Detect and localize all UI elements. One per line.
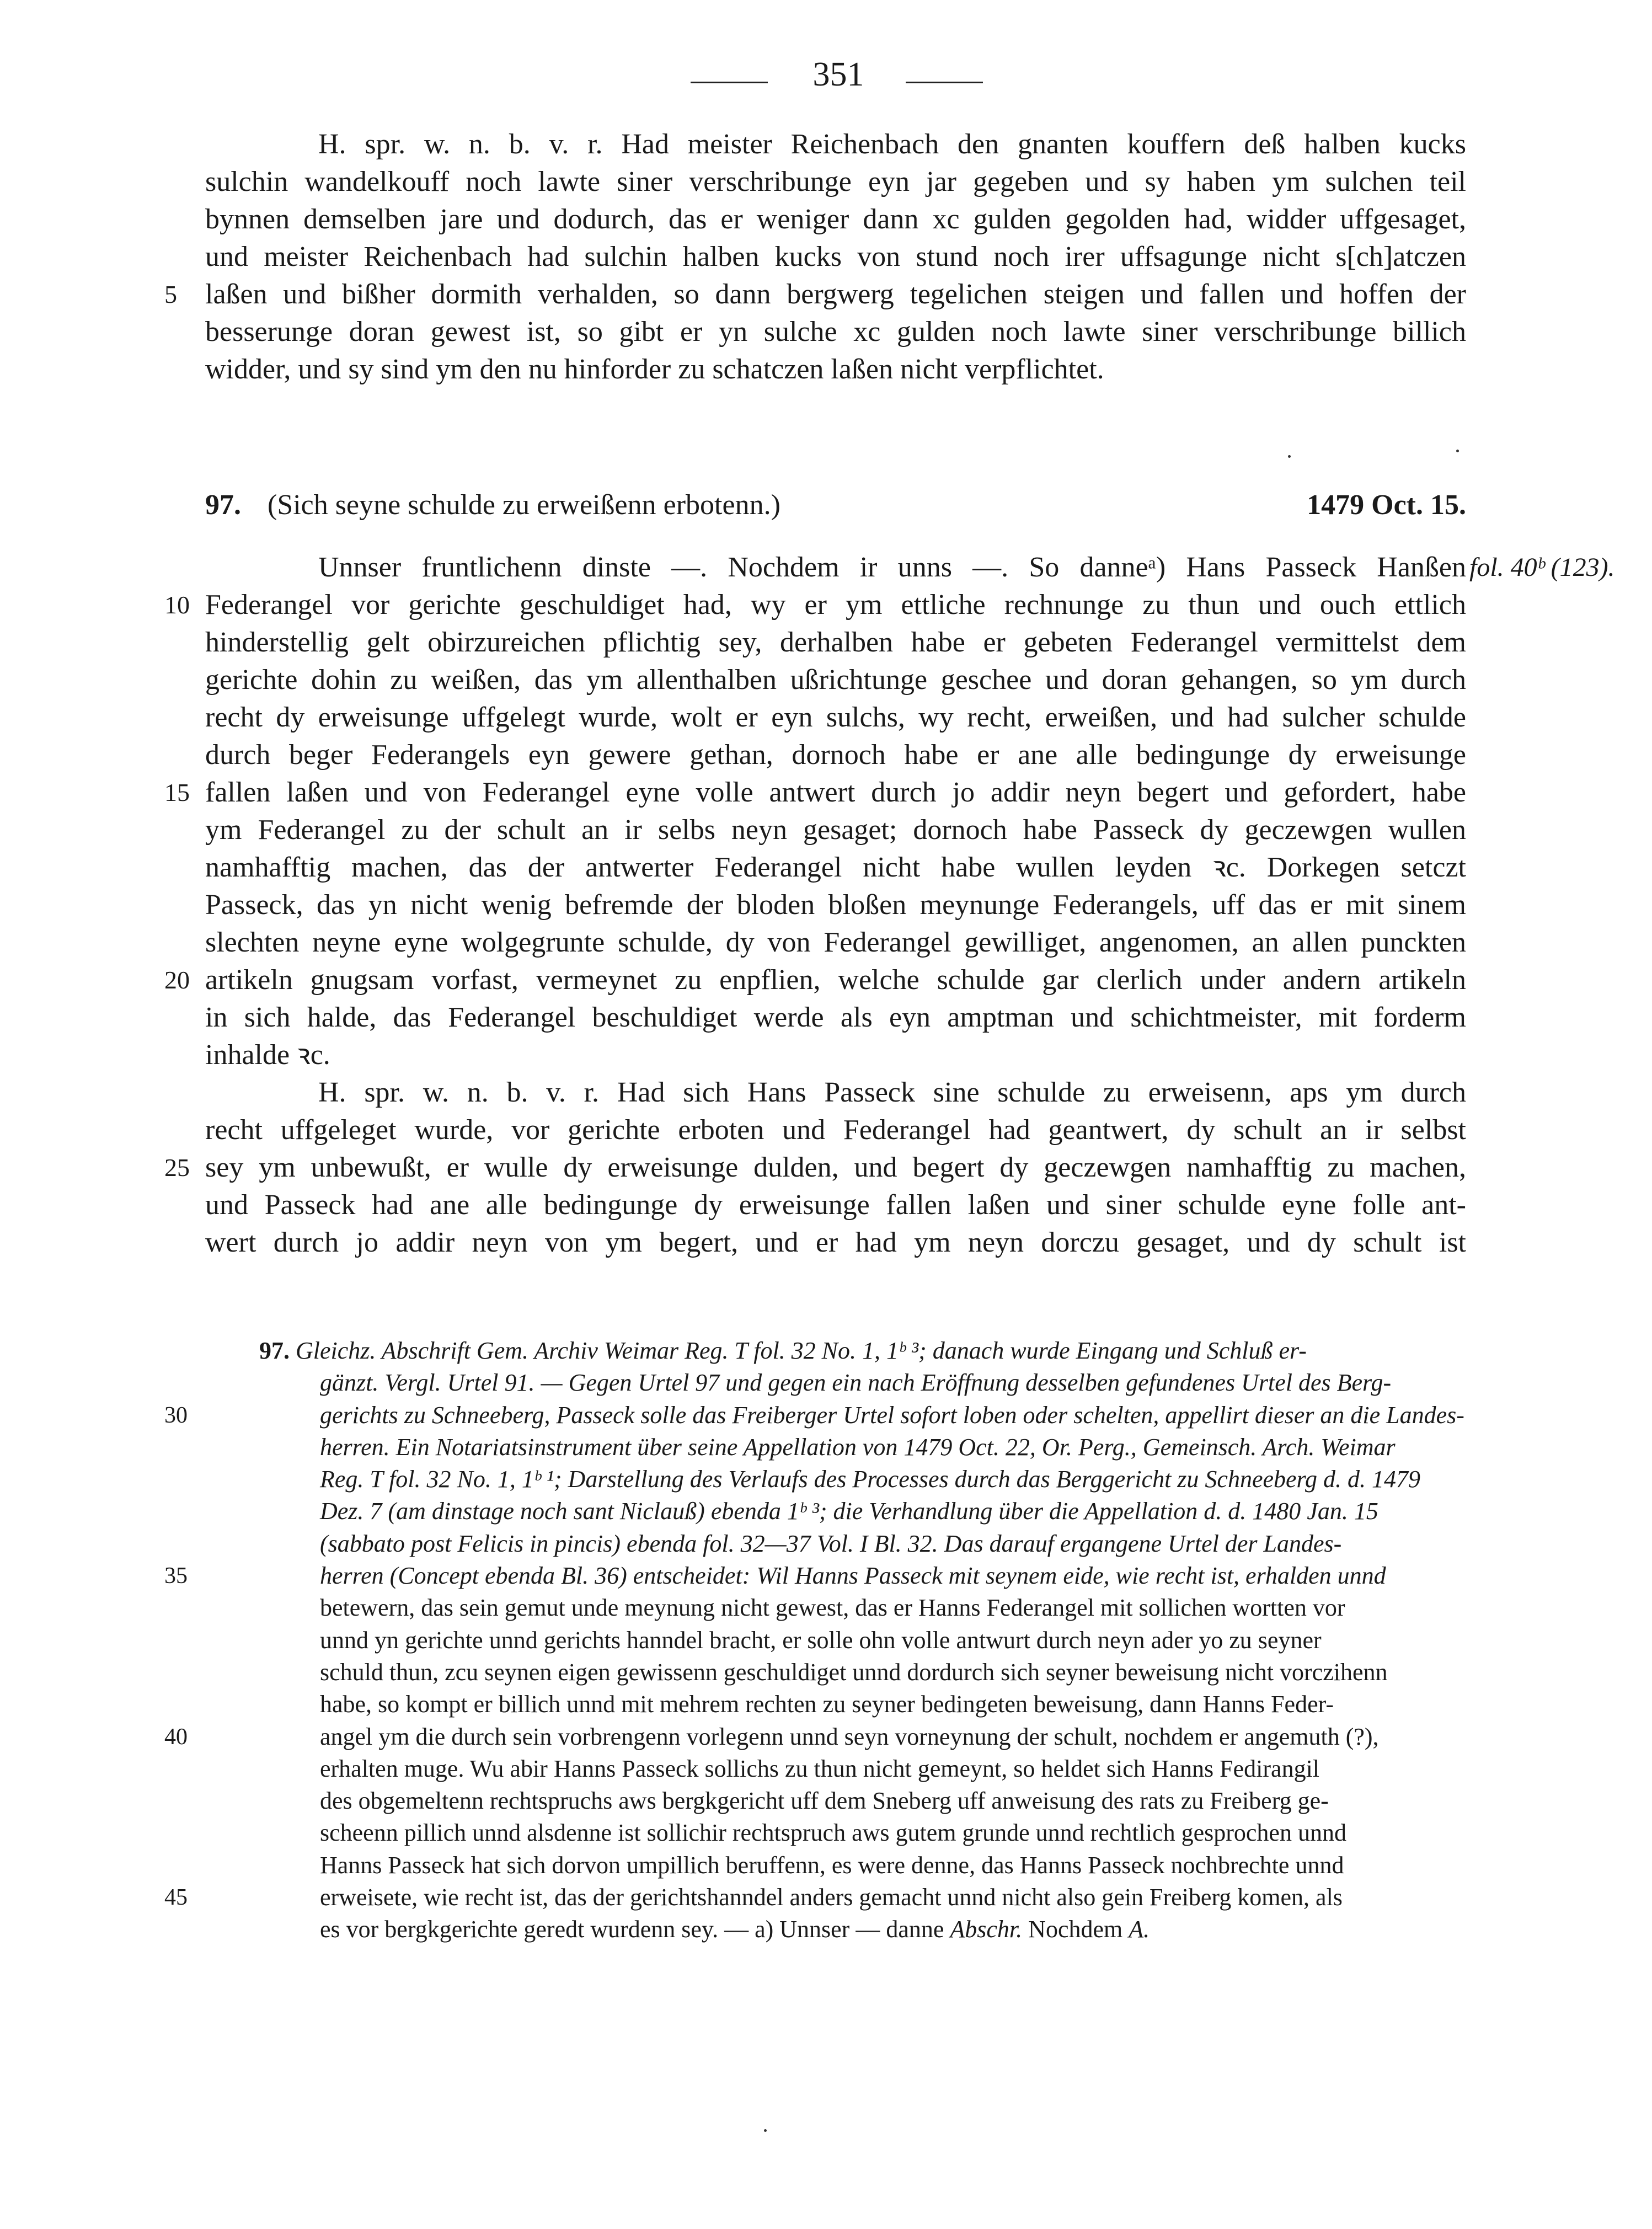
footnote-line: erhalten muge. Wu abir Hanns Passeck sollichs zu thun nicht gemeynt, so heldet sich Hanns Fedirangil	[320, 1755, 1320, 1782]
footnote-line: des obgemeltenn rechtspruchs aws bergkgericht uff dem Sneberg uff anweisung des rats zu Freiberg ge-	[320, 1787, 1329, 1815]
footnote-line: betewern, das sein gemut unde meynung nicht gewest, das er Hanns Federangel mit sollichen wortten vor	[320, 1594, 1345, 1622]
footnote-line	[259, 1335, 1466, 1367]
section-title: (Sich seyne schulde zu erweißenn erbotenn.)	[268, 489, 780, 521]
footnote-text: Nochdem	[1028, 1916, 1123, 1943]
text-line: und meister Reichenbach had sulchin halben kucks von stund noch irer uffsagunge nicht s[ch]atczen	[205, 241, 1466, 272]
footnote-line: herren (Concept ebenda Bl. 36) entscheidet: Wil Hanns Passeck mit seynem eide, wie recht ist, erhalden unnd	[320, 1562, 1386, 1590]
text-line: laßen und bißher dormith verhalden, so dann bergwerg tegelichen steigen und fallen und hoffen der	[205, 279, 1466, 310]
footnote-line: habe, so kompt er billich unnd mit mehrem rechten zu seyner bedingeten beweisung, dann Hanns Feder-	[320, 1691, 1334, 1718]
paragraph-judgment-96	[205, 126, 1466, 388]
text-line: durch beger Federangels eyn gewere gethan, dornoch habe er ane alle bedingunge dy erweisunge	[205, 739, 1466, 771]
footnote-line: Reg. T fol. 32 No. 1, 1ᵇ ¹; Darstellung des Verlaufs des Processes durch das Berggericht zu Schneeberg d. d. 1479	[320, 1466, 1421, 1493]
line-number: 10	[164, 591, 190, 619]
footnote-line: schuld thun, zcu seynen eigen gewissenn geschuldiget unnd dordurch sich seyner beweisung nicht vorczihenn	[320, 1658, 1388, 1686]
text-line: in sich halde, das Federangel beschuldiget werde als eyn amptman und schichtmeister, mit forderm	[205, 1002, 1466, 1033]
text-line: bynnen demselben jare und dodurch, das er weniger dann xc gulden gegolden had, widder uffgesaget,	[205, 204, 1466, 235]
footnote-text: es vor bergkgerichte geredt wurdenn sey. — a) Unnser — danne	[320, 1916, 944, 1943]
text-line: hinderstellig gelt obirzureichen pflichtig sey, derhalben habe er gebeten Federangel vermittelst dem	[205, 627, 1466, 658]
line-number: 30	[164, 1403, 188, 1428]
line-number: 45	[164, 1885, 188, 1910]
header-rule-left	[691, 82, 768, 83]
footnote-line: gerichts zu Schneeberg, Passeck solle das Freiberger Urtel sofort loben oder schelten, appellirt dieser an die Landes-	[320, 1401, 1464, 1429]
footnote-text: Gleichz. Abschrift Gem. Archiv Weimar Reg. T fol. 32 No. 1, 1ᵇ ³; danach wurde Eingang und Schluß er-	[296, 1337, 1307, 1364]
text-line: ym Federangel zu der schult an ir selbs neyn gesaget; dornoch habe Passeck dy geczewgen wullen	[205, 814, 1466, 846]
section-heading	[205, 483, 1466, 527]
text-line: sey ym unbewußt, er wulle dy erweisunge dulden, und begert dy geczewgen namhafftig zu machen,	[205, 1152, 1466, 1183]
footnote-line: gänzt. Vergl. Urtel 91. — Gegen Urtel 97 und gegen ein nach Eröffnung desselben gefundenes Urtel des Berg-	[320, 1369, 1392, 1397]
text-line: gerichte dohin zu weißen, das ym allenthalben ußrichtunge geschee und doran gehangen, so ym durch	[205, 664, 1466, 696]
section-date: 1479 Oct. 15.	[1307, 489, 1466, 521]
text-line: Passeck, das yn nicht wenig befremde der bloden bloßen meynunge Federangels, uff das er mit sinem	[205, 889, 1466, 921]
footnote-line	[320, 1913, 1466, 1945]
speck	[1288, 455, 1291, 458]
line-number: 40	[164, 1724, 188, 1750]
speck	[1456, 450, 1459, 452]
text-line: H. spr. w. n. b. v. r. Had sich Hans Passeck sine schulde zu erweisenn, aps ym durch	[318, 1077, 1466, 1108]
text-line: recht uffgeleget wurde, vor gerichte erboten und Federangel had geantwert, dy schult an ir selbst	[205, 1114, 1466, 1146]
page-header	[0, 55, 1652, 105]
line-number: 20	[164, 966, 190, 994]
line-number: 15	[164, 778, 190, 806]
footnote-line: herren. Ein Notariatsinstrument über seine Appellation von 1479 Oct. 22, Or. Perg., Gemeinsch. Arch. Weimar	[320, 1433, 1396, 1461]
line-number: 25	[164, 1153, 190, 1182]
line-number: 35	[164, 1563, 188, 1589]
footnote-line: Dez. 7 (am dinstage noch sant Niclauß) ebenda 1ᵇ ³; die Verhandlung über die Appellation d. d. 1480 Jan. 15	[320, 1498, 1378, 1525]
text-line: Federangel vor gerichte geschuldiget had, wy er ym ettliche rechnunge zu thun und ouch ettlich	[205, 589, 1466, 621]
header-rule-right	[906, 82, 983, 83]
text-line: und Passeck had ane alle bedingunge dy erweisunge fallen laßen und siner schulde eyne folle ant-	[205, 1189, 1466, 1221]
speck	[764, 2129, 767, 2132]
footnote-label: 97.	[259, 1337, 290, 1364]
footnote-line: erweisete, wie recht ist, das der gerichtshanndel anders gemacht unnd nicht also gein Freiberg komen, als	[320, 1884, 1343, 1911]
footnote-line: angel ym die durch sein vorbrengenn vorlegenn unnd seyn vorneynung der schult, nochdem er angemuth (?),	[320, 1723, 1379, 1750]
text-line: widder, und sy sind ym den nu hinforder zu schatczen laßen nicht verpflichtet.	[205, 354, 1104, 385]
text-line: artikeln gnugsam vorfast, vermeynet zu enpflien, welche schulde gar clerlich under andern artikeln	[205, 964, 1466, 996]
line-number: 5	[164, 280, 177, 308]
footnote-line: unnd yn gerichte unnd gerichts hanndel bracht, er solle ohn volle antwurt durch neyn ader yo zu seyner	[320, 1626, 1322, 1654]
footnote-text: A.	[1129, 1916, 1150, 1943]
footnote-line: scheenn pillich unnd alsdenne ist sollichir rechtspruch aws gutem grunde unnd rechtlich gesprochen unnd	[320, 1819, 1346, 1847]
text-line: namhafftig machen, das der antwerter Federangel nicht habe wullen leyden ꝛc. Dorkegen setczt	[205, 852, 1466, 883]
footnote-line: Hanns Passeck hat sich dorvon umpillich beruffenn, es were denne, das Hanns Passeck nochbrechte unnd	[320, 1851, 1344, 1879]
text-line: wert durch jo addir neyn von ym begert, und er had ym neyn dorczu gesaget, und dy schult ist	[205, 1227, 1466, 1258]
page-number: 351	[812, 56, 864, 93]
text-line: sulchin wandelkouff noch lawte siner verschribunge eyn jar gegeben und sy haben ym sulchen teil	[205, 166, 1466, 197]
paragraph-judgment-97	[205, 549, 1466, 1262]
text-line: inhalde ꝛc.	[205, 1039, 330, 1071]
footnote-line: (sabbato post Felicis in pincis) ebenda fol. 32—37 Vol. I Bl. 32. Das darauf ergangene Urtel der Landes-	[320, 1530, 1342, 1557]
margin-note: fol. 40ᵇ (123).	[1469, 553, 1615, 582]
text-line: fallen laßen und von Federangel eyne volle antwert durch jo addir neyn begert und gefordert, habe	[205, 777, 1466, 808]
text-line: Unnser fruntlichenn dinste —. Nochdem ir unns —. So danneᵃ) Hans Passeck Hanßen	[318, 552, 1466, 583]
section-number: 97.	[205, 489, 241, 521]
footnote-text: Abschr.	[950, 1916, 1023, 1943]
text-line: recht dy erweisunge uffgelegt wurde, wolt er eyn sulchs, wy recht, erweißen, und had sulcher schulde	[205, 702, 1466, 733]
text-line: besserunge doran gewest ist, so gibt er yn sulche xc gulden noch lawte siner verschribunge billich	[205, 316, 1466, 348]
text-line: H. spr. w. n. b. v. r. Had meister Reichenbach den gnanten kouffern deß halben kucks	[318, 129, 1466, 160]
footnotes	[259, 1335, 1466, 1946]
text-line: slechten neyne eyne wolgegrunte schulde, dy von Federangel gewilliget, angenomen, an allen punckten	[205, 927, 1466, 958]
